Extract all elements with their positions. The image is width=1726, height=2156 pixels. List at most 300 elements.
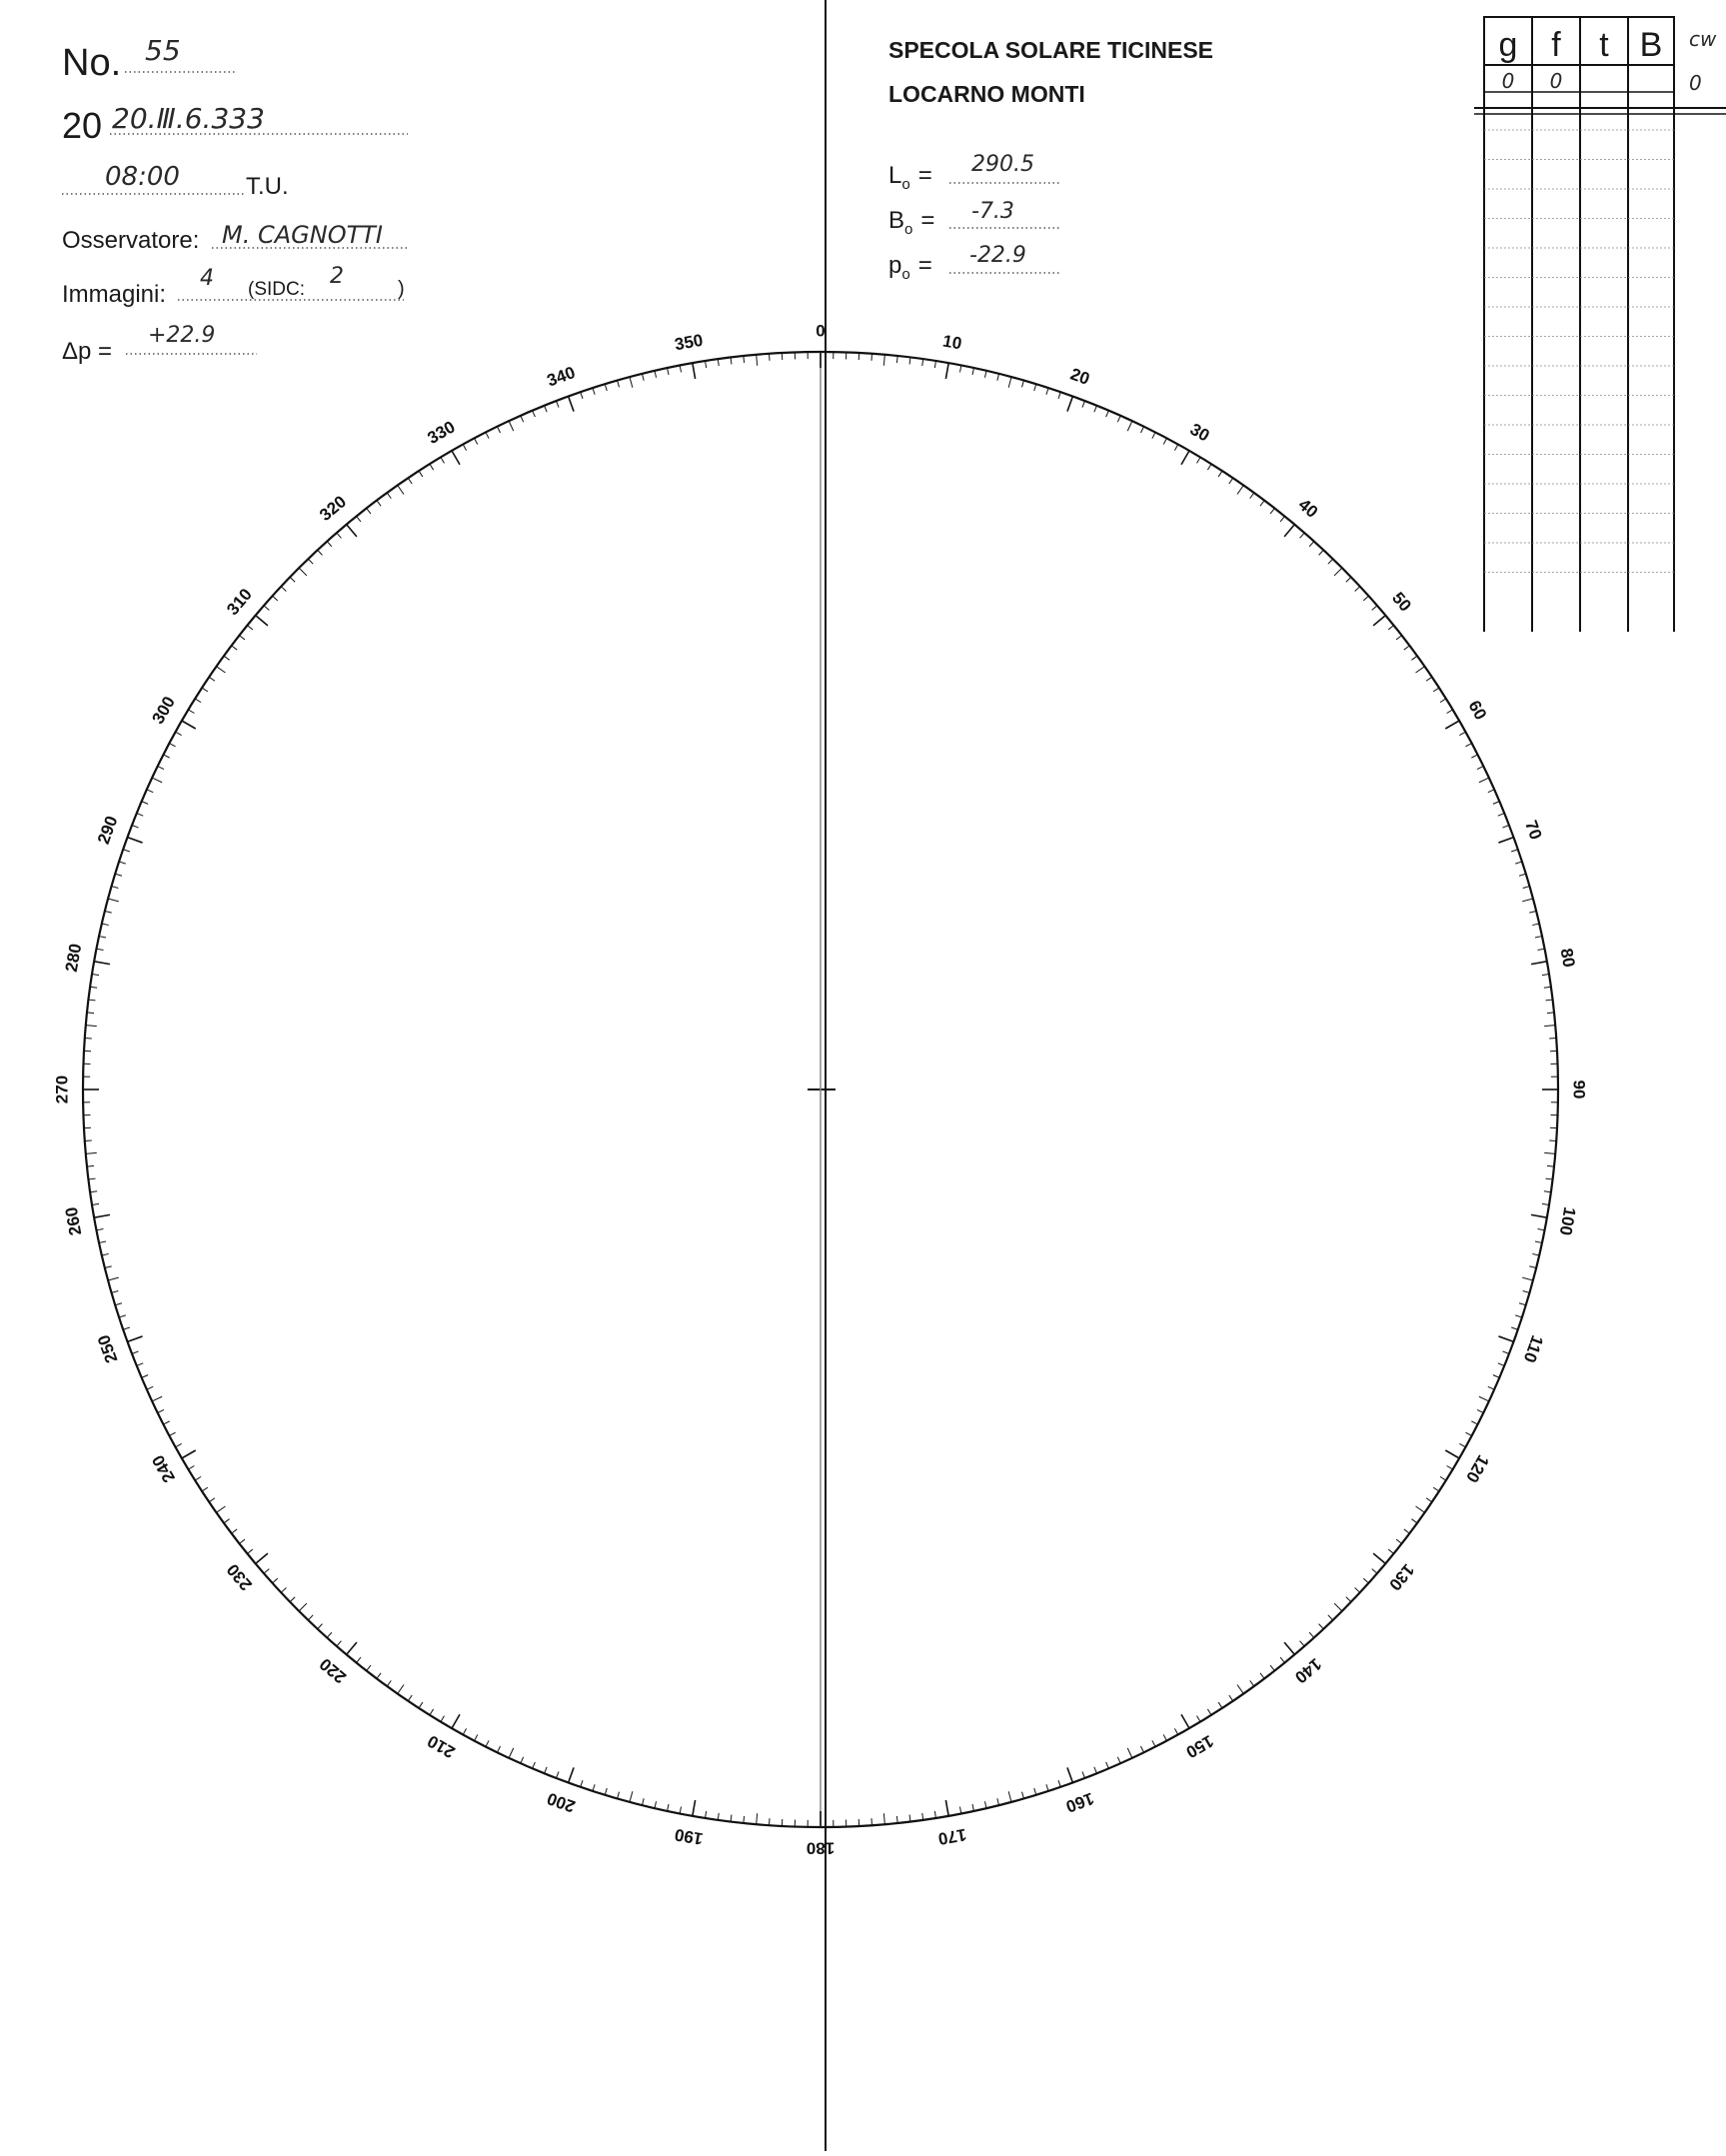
degree-tick: [909, 358, 910, 365]
degree-tick: [680, 1807, 681, 1814]
degree-tick: [142, 1375, 148, 1378]
degree-tick: [1493, 802, 1499, 805]
degree-tick: [1511, 1327, 1518, 1329]
degree-label: 240: [148, 1451, 179, 1485]
degree-tick: [1465, 1432, 1471, 1435]
degree-tick: [1544, 987, 1551, 988]
degree-tick: [209, 677, 215, 681]
degree-tick: [972, 1804, 973, 1811]
degree-label: 250: [94, 1332, 122, 1365]
degree-tick: [706, 1811, 707, 1818]
degree-tick: [533, 411, 536, 417]
degree-tick: [1300, 533, 1305, 538]
degree-tick: [945, 363, 948, 379]
lo-eq: =: [918, 162, 932, 189]
degree-tick: [545, 1767, 548, 1773]
degree-tick: [147, 790, 153, 793]
degree-tick: [92, 975, 99, 976]
degree-tick: [1388, 626, 1393, 630]
degree-tick: [377, 1673, 381, 1679]
sidc-close: ): [398, 278, 405, 300]
degree-tick: [1372, 606, 1377, 611]
degree-tick: [618, 1792, 620, 1799]
svg-text:po=: [888, 252, 932, 283]
degree-tick: [152, 1396, 162, 1401]
degree-tick: [1319, 550, 1324, 555]
degree-tick: [1498, 838, 1513, 843]
degree-tick: [216, 667, 225, 673]
degree-tick: [1094, 406, 1097, 412]
degree-tick: [1511, 850, 1518, 852]
degree-tick: [1346, 1597, 1351, 1602]
degree-tick: [152, 778, 162, 783]
degree-tick: [1546, 1178, 1553, 1179]
degree-tick: [959, 366, 960, 373]
degree-tick: [581, 1780, 583, 1787]
degree-tick: [327, 1632, 332, 1637]
degree-tick: [1067, 1767, 1072, 1782]
degree-tick: [545, 406, 548, 412]
degree-label: 260: [62, 1205, 86, 1236]
degree-tick: [693, 363, 696, 379]
degree-tick: [441, 1716, 445, 1722]
degree-tick: [347, 525, 357, 537]
degree-tick: [1174, 1728, 1177, 1734]
degree-tick: [1426, 1498, 1432, 1502]
degree-tick: [1433, 688, 1439, 692]
degree-tick: [1270, 1665, 1274, 1671]
degree-tick: [1515, 1315, 1522, 1317]
images-label: Immagini:: [62, 281, 166, 308]
time-unit: T.U.: [246, 173, 289, 200]
degree-tick: [922, 1813, 923, 1820]
degree-tick: [357, 1657, 361, 1662]
degree-tick: [642, 374, 644, 381]
degree-tick: [182, 721, 196, 729]
degree-tick: [997, 374, 999, 381]
degree-tick: [605, 1788, 607, 1795]
degree-tick: [86, 1026, 97, 1027]
degree-tick: [281, 1588, 286, 1593]
degree-tick: [1284, 525, 1294, 537]
degree-tick: [1284, 1642, 1294, 1654]
degree-tick: [1498, 1363, 1504, 1366]
header-b: B: [1640, 26, 1663, 64]
degree-label: 50: [1388, 589, 1415, 616]
degree-tick: [105, 1266, 112, 1268]
degree-tick: [744, 1816, 745, 1823]
degree-tick: [1498, 814, 1504, 817]
degree-tick: [176, 732, 182, 735]
degree-tick: [90, 1191, 97, 1192]
degree-tick: [398, 1685, 404, 1694]
degree-tick: [281, 587, 286, 592]
degree-tick: [757, 1813, 758, 1824]
degree-tick: [1021, 1792, 1023, 1799]
degree-tick: [87, 1013, 94, 1014]
degree-tick: [642, 1798, 644, 1805]
degree-label: 40: [1295, 495, 1322, 522]
degree-tick: [408, 1695, 412, 1701]
degree-tick: [89, 1178, 96, 1179]
degree-tick: [1411, 656, 1417, 660]
degree-tick: [1372, 1569, 1377, 1574]
degree-tick: [1498, 1336, 1513, 1341]
degree-tick: [430, 1709, 434, 1715]
degree-tick: [1355, 587, 1360, 592]
cell-f-1[interactable]: 0: [1550, 69, 1563, 93]
degree-tick: [744, 356, 745, 363]
degree-tick: [1163, 1734, 1166, 1740]
time-value[interactable]: 08:00: [105, 162, 180, 192]
degree-tick: [1471, 1421, 1477, 1424]
bo-eq: =: [920, 207, 934, 234]
degree-tick: [630, 377, 633, 388]
degree-tick: [1471, 755, 1477, 758]
degree-tick: [1488, 1386, 1494, 1389]
degree-tick: [1538, 949, 1545, 950]
solar-disc-dial: [52, 321, 1588, 1857]
po-eq: =: [918, 252, 932, 279]
degree-tick: [593, 1784, 595, 1791]
degree-tick: [1547, 1013, 1554, 1014]
degree-tick: [1319, 1624, 1324, 1629]
degree-tick: [1218, 471, 1222, 477]
degree-tick: [1522, 899, 1533, 902]
degree-tick: [1229, 478, 1233, 484]
degree-label: 140: [1291, 1654, 1325, 1687]
degree-tick: [452, 451, 460, 465]
degree-tick: [318, 550, 323, 555]
degree-label: 30: [1187, 420, 1213, 446]
degree-tick: [486, 1740, 489, 1746]
degree-tick: [668, 1804, 669, 1811]
degree-tick: [486, 432, 489, 438]
degree-tick: [1479, 778, 1489, 783]
degree-tick: [452, 1714, 460, 1728]
degree-label: 180: [807, 1839, 835, 1858]
degree-label: 320: [316, 492, 350, 525]
degree-label: 300: [148, 693, 179, 727]
degree-tick: [1535, 937, 1542, 938]
degree-label: 350: [674, 331, 705, 355]
degree-tick: [188, 1465, 194, 1469]
degree-tick: [94, 1214, 110, 1217]
degree-tick: [1529, 1266, 1536, 1268]
degree-tick: [1250, 1680, 1254, 1686]
degree-label: 340: [545, 363, 578, 391]
degree-tick: [569, 397, 574, 412]
degree-tick: [337, 533, 342, 538]
degree-tick: [1034, 384, 1036, 391]
degree-label: 170: [936, 1825, 967, 1849]
degree-label: 290: [94, 814, 122, 847]
degree-tick: [1459, 732, 1465, 735]
observer-value[interactable]: M. CAGNOTTI: [222, 221, 383, 249]
degree-tick: [90, 987, 97, 988]
degree-tick: [188, 710, 194, 714]
degree-tick: [89, 1000, 96, 1001]
degree-tick: [1396, 636, 1402, 640]
degree-tick: [1008, 377, 1011, 388]
lo-sub: o: [901, 176, 909, 193]
degree-tick: [668, 368, 669, 375]
degree-tick: [883, 1813, 884, 1824]
degree-tick: [521, 1757, 524, 1763]
degree-tick: [509, 1748, 514, 1758]
degree-tick: [112, 887, 119, 889]
degree-tick: [202, 688, 208, 692]
degree-tick: [1229, 1695, 1233, 1701]
degree-tick: [1363, 596, 1368, 601]
degree-tick: [1046, 1784, 1048, 1791]
side-value[interactable]: 0: [1689, 71, 1702, 95]
degree-label: 20: [1067, 365, 1091, 389]
degree-tick: [945, 1800, 948, 1816]
degree-label: 270: [52, 1076, 71, 1103]
degree-tick: [1363, 1578, 1368, 1583]
degree-tick: [387, 1680, 391, 1686]
degree-tick: [108, 1277, 119, 1280]
degree-tick: [99, 937, 106, 938]
dp-label: Δp =: [62, 338, 112, 365]
degree-label: 200: [545, 1788, 578, 1816]
degree-label: 330: [424, 417, 458, 448]
degree-tick: [997, 1798, 999, 1805]
degree-tick: [909, 1815, 910, 1822]
degree-tick: [1426, 677, 1432, 681]
degree-tick: [1404, 1529, 1410, 1533]
degree-tick: [224, 1519, 230, 1523]
degree-label: 160: [1063, 1788, 1096, 1816]
degree-tick: [972, 368, 973, 375]
degree-tick: [99, 1241, 106, 1242]
degree-tick: [1181, 451, 1189, 465]
degree-tick: [731, 358, 732, 365]
degree-tick: [1309, 542, 1314, 547]
degree-tick: [1280, 1657, 1284, 1662]
degree-tick: [1447, 1465, 1453, 1469]
bo-value[interactable]: -7.3: [971, 199, 1014, 224]
degree-label: 90: [1570, 1080, 1589, 1099]
degree-tick: [1440, 1476, 1446, 1480]
degree-tick: [1531, 1214, 1547, 1217]
degree-tick: [1140, 1746, 1143, 1752]
header-g: g: [1499, 26, 1518, 64]
degree-tick: [509, 421, 514, 431]
degree-tick: [1519, 874, 1526, 876]
degree-tick: [1034, 1788, 1036, 1795]
lo-label: L: [888, 162, 901, 189]
degree-tick: [377, 501, 381, 507]
degree-tick: [896, 1816, 897, 1823]
degree-tick: [718, 1813, 719, 1820]
degree-tick: [108, 899, 119, 902]
degree-tick: [1355, 1588, 1360, 1593]
degree-tick: [1433, 1487, 1439, 1491]
degree-tick: [934, 361, 935, 368]
degree-label: 210: [424, 1731, 458, 1762]
degree-tick: [1373, 616, 1385, 626]
side-label-cw: cw: [1689, 27, 1717, 51]
degree-tick: [195, 699, 201, 703]
degree-tick: [1207, 464, 1211, 470]
degree-tick: [147, 1386, 153, 1389]
degree-label: 310: [223, 585, 256, 619]
degree-tick: [1334, 1603, 1342, 1611]
degree-tick: [1237, 1685, 1243, 1694]
degree-tick: [176, 1443, 182, 1446]
degree-tick: [1542, 1203, 1549, 1204]
date-value[interactable]: 20.Ⅲ.6.333: [112, 102, 265, 135]
dp-value[interactable]: +22.9: [148, 323, 215, 348]
header-f: f: [1551, 26, 1561, 64]
degree-label: 110: [1520, 1332, 1547, 1364]
degree-tick: [163, 755, 169, 758]
degree-tick: [97, 1228, 104, 1229]
degree-tick: [1477, 766, 1483, 769]
images-value[interactable]: 4: [200, 266, 214, 291]
degree-label: 280: [62, 943, 86, 974]
degree-tick: [419, 1702, 423, 1708]
degree-tick: [357, 516, 361, 521]
degree-tick: [1519, 1303, 1526, 1305]
degree-tick: [337, 1641, 342, 1646]
degree-tick: [1493, 1375, 1499, 1378]
degree-tick: [1447, 710, 1453, 714]
degree-tick: [1163, 438, 1166, 444]
degree-tick: [202, 1487, 208, 1491]
degree-tick: [1542, 975, 1549, 976]
degree-tick: [883, 355, 884, 366]
header-form: [62, 34, 408, 365]
degree-tick: [308, 559, 313, 564]
degree-tick: [1152, 432, 1155, 438]
degree-tick: [92, 1203, 99, 1204]
degree-tick: [934, 1811, 935, 1818]
degree-tick: [182, 1450, 196, 1458]
degree-tick: [318, 1624, 323, 1629]
degree-label: 80: [1556, 947, 1578, 969]
lo-value[interactable]: 290.5: [971, 152, 1034, 177]
degree-tick: [1270, 508, 1274, 514]
degree-tick: [706, 361, 707, 368]
degree-tick: [1218, 1702, 1222, 1708]
degree-tick: [115, 1303, 122, 1305]
degree-label: 190: [674, 1825, 705, 1849]
degree-tick: [327, 542, 332, 547]
degree-tick: [630, 1791, 633, 1802]
degree-tick: [1174, 445, 1177, 451]
degree-tick: [232, 646, 238, 650]
degree-tick: [533, 1762, 536, 1768]
degree-tick: [1529, 911, 1536, 913]
degree-tick: [247, 626, 252, 630]
degree-tick: [115, 874, 122, 876]
degree-tick: [1544, 1152, 1555, 1153]
degree-tick: [1532, 1253, 1539, 1255]
sidc-value[interactable]: 2: [330, 264, 344, 289]
degree-tick: [308, 1615, 313, 1620]
degree-tick: [290, 1597, 295, 1602]
degree-tick: [557, 401, 560, 408]
year-prefix: 20: [62, 105, 102, 146]
degree-label: 70: [1521, 818, 1545, 842]
degree-tick: [1196, 457, 1200, 463]
degree-tick: [1094, 1767, 1097, 1773]
degree-tick: [1067, 397, 1072, 412]
degree-tick: [1546, 1000, 1553, 1001]
cell-g-1[interactable]: 0: [1502, 69, 1515, 93]
degree-label: 120: [1462, 1451, 1493, 1485]
degree-tick: [1152, 1740, 1155, 1746]
degree-tick: [655, 1801, 657, 1808]
svg-text:Bo=: [888, 207, 934, 238]
degree-tick: [97, 949, 104, 950]
degree-tick: [1445, 1450, 1459, 1458]
bo-label: B: [888, 207, 904, 234]
degree-tick: [158, 766, 164, 769]
institution-line2: LOCARNO MONTI: [888, 81, 1085, 107]
degree-tick: [1346, 577, 1351, 582]
degree-tick: [398, 485, 404, 494]
degree-tick: [922, 359, 923, 366]
po-value[interactable]: -22.9: [969, 243, 1026, 268]
degree-tick: [119, 1315, 126, 1317]
degree-tick: [1535, 1241, 1542, 1242]
degree-tick: [1260, 1673, 1264, 1679]
degree-tick: [273, 1578, 278, 1583]
degree-tick: [581, 392, 583, 399]
degree-tick: [605, 384, 607, 391]
degree-tick: [497, 1746, 500, 1752]
degree-label: 130: [1385, 1560, 1418, 1594]
degree-tick: [1531, 962, 1547, 965]
degree-tick: [593, 388, 595, 395]
observer-label: Osservatore:: [62, 227, 199, 254]
degree-tick: [1021, 381, 1023, 388]
degree-label: 60: [1464, 698, 1490, 724]
degree-tick: [224, 656, 230, 660]
degree-tick: [1309, 1632, 1314, 1637]
degree-tick: [232, 1529, 238, 1533]
degree-tick: [1046, 388, 1048, 395]
no-value[interactable]: 55: [145, 34, 181, 67]
degree-tick: [347, 1642, 357, 1654]
degree-tick: [1523, 1290, 1530, 1292]
degree-tick: [158, 1409, 164, 1412]
degree-tick: [1196, 1716, 1200, 1722]
degree-tick: [132, 826, 139, 829]
degree-tick: [419, 471, 423, 477]
po-sub: o: [901, 266, 909, 283]
degree-tick: [1117, 416, 1120, 422]
degree-tick: [247, 1549, 252, 1553]
degree-tick: [1416, 1506, 1425, 1512]
degree-tick: [1445, 721, 1459, 729]
degree-tick: [1280, 516, 1284, 521]
degree-tick: [1515, 862, 1522, 864]
degree-tick: [264, 1569, 269, 1574]
count-table: [1474, 17, 1726, 632]
po-label: p: [888, 252, 901, 279]
degree-tick: [102, 1253, 109, 1255]
degree-label: 150: [1182, 1731, 1216, 1762]
degree-tick: [1544, 1026, 1555, 1027]
degree-tick: [959, 1807, 960, 1814]
degree-tick: [731, 1815, 732, 1822]
degree-tick: [1117, 1757, 1120, 1763]
